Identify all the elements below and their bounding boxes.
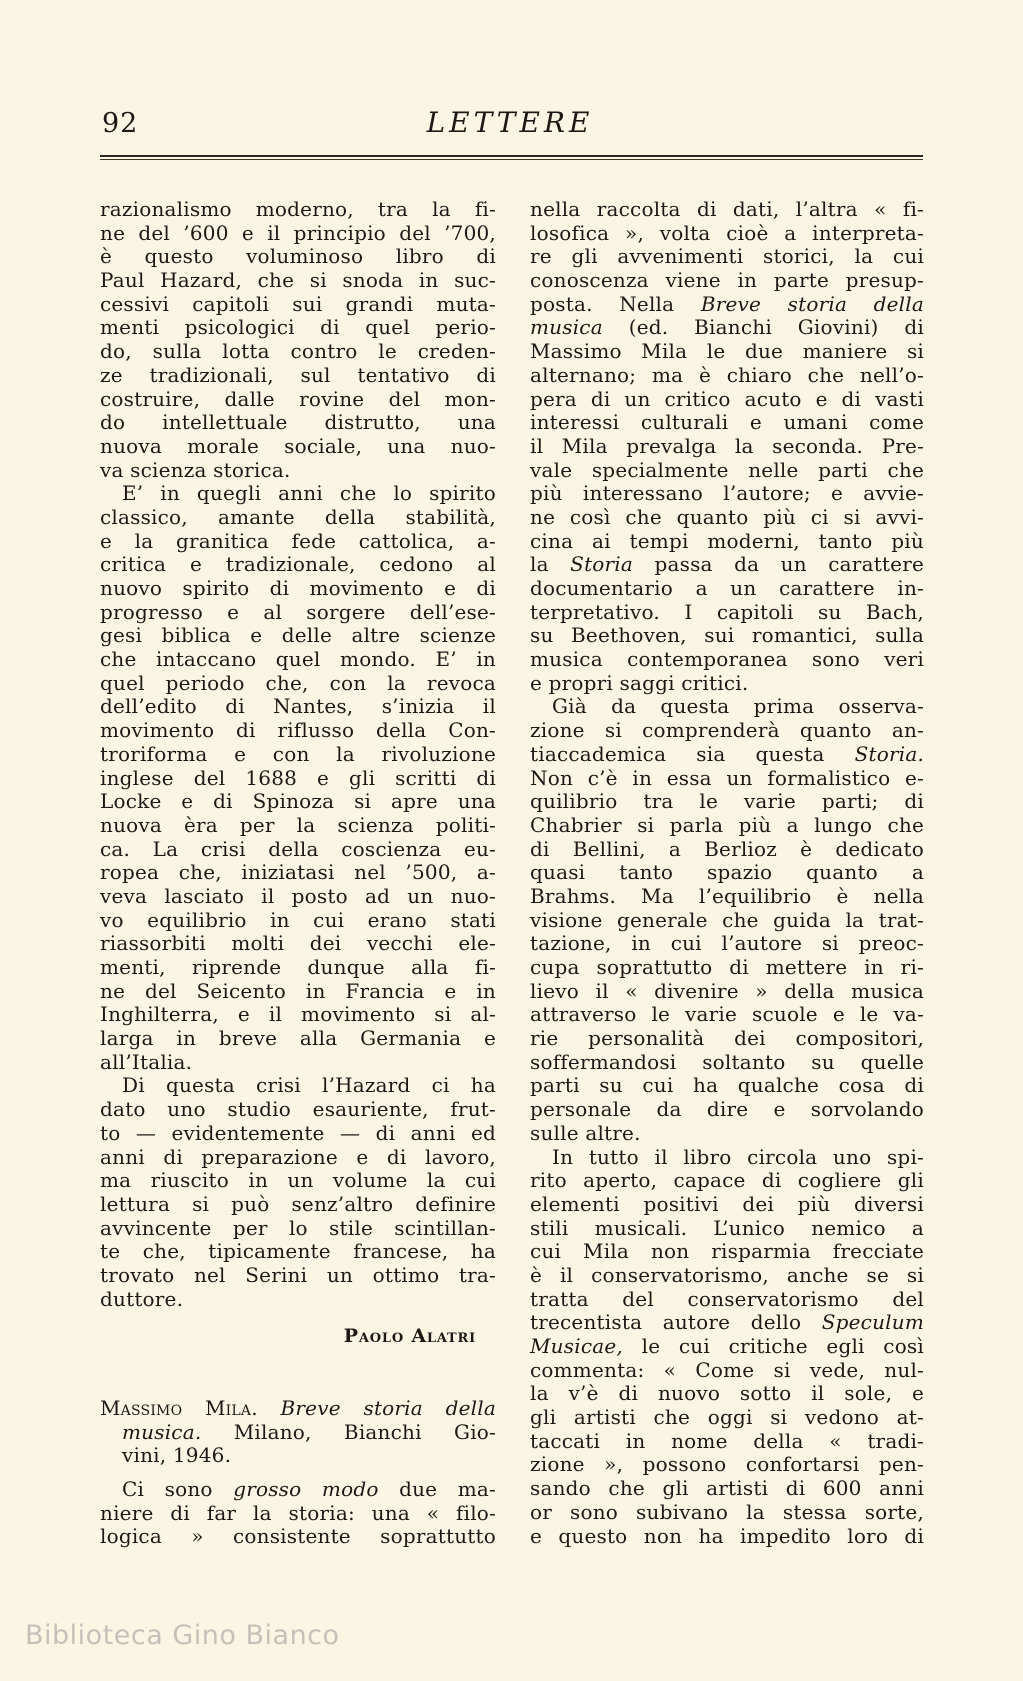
- text-line: classico, amante della stabilità,: [100, 504, 496, 529]
- text-line: rie personalità dei compositori,: [530, 1026, 924, 1051]
- text-line: [530, 293, 924, 317]
- right-column: [530, 198, 924, 1548]
- text-line: alternano; ma è chiaro che nell’o-: [530, 362, 924, 387]
- text-line: ma riuscito in un volume la cui: [100, 1168, 496, 1193]
- text-line: In tutto il libro circola uno spi-: [552, 1144, 924, 1169]
- text-line: gli artisti che oggi si vedono at-: [530, 1405, 924, 1430]
- paragraph-due-maniere: [100, 1478, 496, 1549]
- text-italic: Breve storia della: [700, 291, 925, 316]
- text-line: trovato nel Serini un ottimo tra-: [100, 1262, 496, 1287]
- text-line: Non c’è in essa un formalistico e-: [530, 765, 924, 790]
- text-line: pera di un critico acuto e di vasti: [530, 386, 924, 411]
- text-line: è questo voluminoso libro di: [100, 244, 496, 269]
- text-line: [530, 1311, 924, 1335]
- text-line: do intellettuale distrutto, una: [100, 410, 496, 435]
- text-line: sulle altre.: [530, 1120, 641, 1145]
- text-line: gesi biblica e delle altre scienze: [100, 623, 496, 648]
- text-span: (ed. Bianchi Giovini) di: [602, 315, 924, 340]
- text-span: passa da un carattere: [633, 552, 924, 577]
- text-line: e questo non ha impedito loro di: [530, 1523, 924, 1548]
- text-italic: Storia.: [854, 741, 924, 766]
- text-line: documentario a un carattere in-: [530, 576, 924, 600]
- text-line: costruire, dalle rovine del mon-: [100, 386, 496, 411]
- review-publisher: Milano, Bianchi Gio-: [201, 1419, 496, 1444]
- library-watermark: Biblioteca Gino Bianco: [25, 1620, 340, 1651]
- text-line: Di questa crisi l’Hazard ci ha: [122, 1073, 496, 1098]
- text-span: Ci sono: [122, 1477, 234, 1502]
- text-italic: grosso modo: [233, 1477, 379, 1502]
- text-line: lievo il « divenire » della musica: [530, 978, 924, 1003]
- text-line: ca. La crisi della coscienza eu-: [100, 836, 496, 861]
- text-line: nuovo spirito di movimento e di: [100, 576, 496, 600]
- text-line: ne così che quanto più ci si avvi-: [530, 504, 924, 529]
- text-line: ze tradizionali, sul tentativo di: [100, 362, 496, 387]
- paragraph-hazard-study: [100, 1074, 496, 1311]
- text-line: Chabrier si parla più a lungo che: [530, 812, 924, 837]
- text-line: nuova morale sociale, una nuo-: [100, 433, 496, 458]
- text-line: ropea che, iniziatasi nel ’500, a-: [100, 860, 496, 885]
- text-line: cessivi capitoli sui grandi muta-: [100, 291, 496, 316]
- text-line: su Beethoven, sui romantici, sulla: [530, 623, 924, 648]
- text-line: nella raccolta di dati, l’altra « fi-: [530, 197, 924, 221]
- text-line: più interessano l’autore; e avvie-: [530, 481, 924, 506]
- text-line: critica e tradizionale, cedono al: [100, 552, 496, 577]
- text-line: e la granitica fede cattolica, a-: [100, 528, 496, 553]
- text-line: terpretativo. I capitoli su Bach,: [530, 599, 924, 624]
- text-line: logica » consistente soprattutto: [100, 1524, 496, 1549]
- text-line: vale specialmente nelle parti che: [530, 457, 924, 482]
- text-line: Paul Hazard, che si snoda in suc-: [100, 268, 496, 293]
- text-line: [530, 1335, 924, 1359]
- text-line: e propri saggi critici.: [530, 670, 749, 695]
- text-line: elementi positivi dei più diversi: [530, 1191, 924, 1216]
- text-span: la: [530, 552, 571, 577]
- text-line: [530, 743, 924, 767]
- text-line: razionalismo moderno, tra la fi-: [100, 197, 496, 221]
- text-line: personale da dire e sorvolando: [530, 1097, 924, 1122]
- text-line: nuova èra per la scienza politi-: [100, 812, 496, 837]
- text-line: quilibrio tra le varie parti; di: [530, 789, 924, 814]
- text-line: dell’edito di Nantes, s’inizia il: [100, 694, 496, 719]
- paragraph-spirito-aperto: [530, 1146, 924, 1549]
- text-line: ne del Seicento in Francia e in: [100, 978, 496, 1003]
- text-line: quasi tanto spazio quanto a: [530, 860, 924, 885]
- text-line: soffermandosi soltanto su quelle: [530, 1049, 924, 1074]
- text-italic: musica: [530, 315, 603, 340]
- page-number: 92: [102, 108, 139, 139]
- text-line: musica contemporanea sono veri: [530, 647, 924, 672]
- text-line: re gli avvenimenti storici, la cui: [530, 244, 924, 269]
- text-line: duttore.: [100, 1286, 184, 1311]
- text-line: rito aperto, capace di cogliere gli: [530, 1168, 924, 1193]
- text-line: è il conservatorismo, anche se si: [530, 1262, 924, 1287]
- spacer: [100, 1349, 496, 1397]
- header-rule-thin: [100, 159, 923, 160]
- text-line: ne del ’600 e il principio del ’700,: [100, 220, 496, 245]
- paragraph-antiaccademica: [530, 695, 924, 1145]
- text-line: cui Mila non risparmia frecciate: [530, 1239, 924, 1264]
- text-line: la v’è di nuovo sotto il sole, e: [530, 1381, 924, 1406]
- text-line: cina ai tempi moderni, tanto più: [530, 528, 924, 553]
- text-line: veva lasciato il posto ad un nuo-: [100, 883, 496, 908]
- text-italic: Storia: [570, 552, 634, 577]
- text-span: due ma-: [378, 1477, 496, 1502]
- text-line: or sono subivano la stessa sorte,: [530, 1499, 924, 1524]
- text-line: [530, 316, 924, 340]
- text-line: Locke e di Spinoza si apre una: [100, 789, 496, 814]
- text-line: attraverso le varie scuole e le va-: [530, 1002, 924, 1027]
- review-heading: [100, 1397, 496, 1468]
- text-line: [100, 1478, 496, 1502]
- review-heading-line: vini, 1946.: [122, 1443, 232, 1468]
- review-heading-line: [100, 1397, 496, 1421]
- page-header: [100, 108, 920, 148]
- text-line: Brahms. Ma l’equilibrio è nella: [530, 883, 924, 908]
- paragraph-storia-methods: [530, 198, 924, 695]
- text-line: Inghilterra, e il movimento si al-: [100, 1002, 496, 1027]
- text-line: tazione, in cui l’autore si preoc-: [530, 931, 924, 956]
- text-line: larga in breve alla Germania e: [100, 1026, 496, 1051]
- paragraph-spirito-classico: [100, 482, 496, 1074]
- text-line: interessi culturali e umani come: [530, 410, 924, 435]
- review-author: Massimo Mila.: [100, 1396, 258, 1421]
- text-span: posta. Nella: [530, 291, 701, 316]
- text-line: va scienza storica.: [100, 457, 291, 482]
- text-line: sando che gli artisti di 600 anni: [530, 1476, 924, 1501]
- text-span: trecentista autore dello: [530, 1310, 822, 1335]
- text-line: dato uno studio esauriente, frut-: [100, 1097, 496, 1122]
- text-line: all’Italia.: [100, 1049, 193, 1074]
- text-italic: Speculum: [821, 1310, 924, 1335]
- text-line: to — evidentemente — di anni ed: [100, 1120, 496, 1145]
- text-line: te che, tipicamente francese, ha: [100, 1239, 496, 1264]
- text-line: taccati in nome della « tradi-: [530, 1428, 924, 1453]
- review-signature: Paolo Alatri: [343, 1325, 476, 1348]
- text-line: Già da questa prima osserva-: [552, 694, 924, 719]
- text-line: losofica », volta cioè a interpreta-: [530, 220, 924, 245]
- text-line: lettura si può senz’altro definire: [100, 1191, 496, 1216]
- header-rule: [100, 155, 923, 157]
- text-line: movimento di riflusso della Con-: [100, 718, 496, 743]
- text-line: vo equilibrio in cui erano stati: [100, 907, 496, 932]
- text-line: commenta: « Come si vede, nul-: [530, 1357, 924, 1382]
- paragraph-hazard-intro: [100, 198, 496, 482]
- text-line: anni di preparazione e di lavoro,: [100, 1144, 496, 1169]
- text-line: avvincente per lo stile scintillan-: [100, 1215, 496, 1240]
- text-line: inglese del 1688 e gli scritti di: [100, 765, 496, 790]
- text-span: tiaccademica sia questa: [530, 741, 855, 766]
- review-title-cont: musica.: [122, 1419, 202, 1444]
- text-line: che intaccano quel mondo. E’ in: [100, 647, 496, 672]
- text-line: parti su cui ha qualche cosa di: [530, 1073, 924, 1098]
- text-line: menti psicologici di quel perio-: [100, 315, 496, 340]
- review-title: Breve storia della: [280, 1396, 496, 1421]
- text-line: menti, riprende dunque alla fi-: [100, 955, 496, 979]
- text-line: progresso e al sorgere dell’ese-: [100, 599, 496, 624]
- text-line: di Bellini, a Berlioz è dedicato: [530, 836, 924, 861]
- text-line: [530, 553, 924, 577]
- text-line: cupa soprattutto di mettere in ri-: [530, 955, 924, 979]
- review-heading-line: [100, 1421, 496, 1445]
- text-line: riassorbiti molti dei vecchi ele-: [100, 931, 496, 956]
- text-line: troriforma e con la rivoluzione: [100, 741, 496, 766]
- text-line: zione si comprenderà quanto an-: [530, 718, 924, 743]
- running-title: LETTERE: [426, 106, 594, 139]
- text-line: Massimo Mila le due maniere si: [530, 339, 924, 364]
- text-line: do, sulla lotta contro le creden-: [100, 339, 496, 364]
- text-span: le cui critiche egli così: [622, 1334, 924, 1358]
- text-line: il Mila prevalga la seconda. Pre-: [530, 433, 924, 458]
- text-line: niere di far la storia: una « filo-: [100, 1500, 496, 1525]
- text-line: tratta del conservatorismo del: [530, 1286, 924, 1311]
- text-italic: Musicae,: [530, 1334, 623, 1358]
- text-line: stili musicali. L’unico nemico a: [530, 1215, 924, 1240]
- text-line: conoscenza viene in parte presup-: [530, 268, 924, 293]
- left-column: [100, 198, 496, 1549]
- text-line: zione », possono confortarsi pen-: [530, 1452, 924, 1477]
- text-line: E’ in quegli anni che lo spirito: [122, 481, 496, 506]
- text-line: visione generale che guida la trat-: [530, 907, 924, 932]
- text-line: quel periodo che, con la revoca: [100, 670, 496, 695]
